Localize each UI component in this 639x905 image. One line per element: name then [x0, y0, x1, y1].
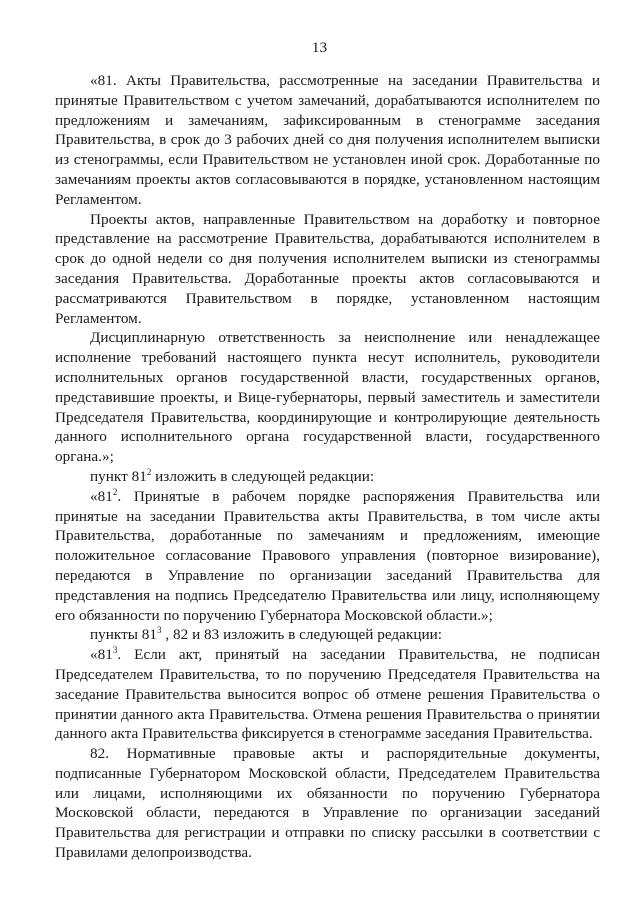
- paragraph-amend-81-3-82-83: [55, 625, 600, 645]
- paragraph-text: «81: [90, 646, 113, 664]
- paragraph-text: изложить в следующей редакции:: [151, 467, 375, 485]
- paragraph-text: Дисциплинарную ответственность за неисполнение или ненадлежащее исполнение требований настоящего пункта несут исполнитель, руководители исполнительных органов государственной власти, государственных органов, представившие проекты, и Вице-губернаторы, первый заместитель и заместители Председателя Правительства, координирующие и контролирующие деятельность данного исполнительного органа государственной власти, государственного органа.»;: [55, 329, 600, 466]
- paragraph-81-drafts-revision: [55, 210, 600, 329]
- paragraph-81-responsibility: [55, 328, 600, 467]
- paragraph-82: [55, 744, 600, 863]
- paragraph-81-2: [55, 487, 600, 626]
- paragraph-text: . Принятые в рабочем порядке распоряжения Правительства или принятые на заседании Правительства акты Правительства, в том числе акты Правительства, доработанные по замечаниям и предложениям, имеющие положительное согласование Правового управления (повторное визирование), передаются в Управление по организации заседаний Правительства для представления на подпись Председателю Правительства или лицу, исполняющему его обязанности по поручению Губернатора Московской области.»;: [55, 487, 600, 624]
- paragraph-81: [55, 71, 600, 210]
- paragraph-text: 82. Нормативные правовые акты и распорядительные документы, подписанные Губернатором Московской области, Председателем Правительства или лицами, исполняющими их обязанности по поручению Губернатора Московской области, передаются в Управление по организации заседаний Правительства для регистрации и отправки по списку рассылки в соответствии с Правилами делопроизводства.: [55, 745, 600, 862]
- paragraph-text: , 82 и 83 изложить в следующей редакции:: [161, 626, 443, 644]
- paragraph-text: Проекты актов, направленные Правительством на доработку и повторное представление на рассмотрение Правительства, дорабатываются исполнителем в срок до одной недели со дня получения исполнителем выписки из стенограммы заседания Правительства. Доработанные проекты актов согласовываются и рассматриваются Правительством в порядке, установленном настоящим Регламентом.: [55, 210, 600, 327]
- paragraph-81-3: [55, 645, 600, 744]
- paragraph-text: . Если акт, принятый на заседании Правительства, не подписан Председателем Правительства, то по поручению Председателя Правительства на заседание Правительства выносится вопрос об отмене решения Правительства о принятии данного акта Правительства. Отмена решения Правительства о принятии данного акта Правительства фиксируется в стенограмме заседания Правительства.: [55, 646, 600, 743]
- paragraph-amend-81-2: [55, 467, 600, 487]
- superscript: 3: [157, 625, 162, 636]
- page-number: 13: [311, 39, 328, 56]
- paragraph-text: «81: [90, 487, 113, 505]
- superscript: 2: [146, 466, 152, 477]
- paragraph-text: пункт 81: [90, 467, 147, 485]
- superscript: 3: [112, 645, 118, 656]
- paragraph-text: «81. Акты Правительства, рассмотренные на заседании Правительства и принятые Правительством с учетом замечаний, дорабатываются исполнителем по предложениям и замечаниям, зафиксированным в стенограмме заседания Правительства, в срок до 3 рабочих дней со дня получения исполнителем выписки из стенограммы, если Правительством не установлен иной срок. Доработанные по замечаниям проекты актов согласовываются в порядке, установленном настоящим Регламентом.: [55, 72, 600, 208]
- document-body: [55, 71, 600, 863]
- paragraph-text: пункты 81: [90, 626, 158, 644]
- superscript: 2: [112, 486, 118, 497]
